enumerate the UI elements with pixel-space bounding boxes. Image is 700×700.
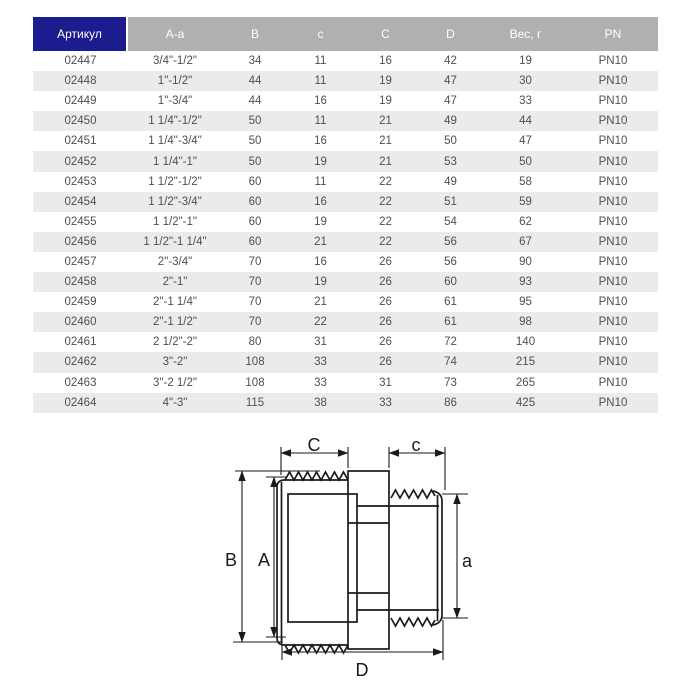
table-cell: 22 (379, 235, 392, 248)
table-row (33, 71, 658, 91)
table-cell: 49 (444, 115, 457, 128)
table-cell: 02456 (64, 235, 97, 248)
table-cell: 47 (519, 135, 532, 148)
thread-zigzag-top-left (285, 472, 348, 480)
table-cell: 44 (248, 75, 262, 88)
table-cell: 19 (314, 155, 327, 168)
dim-label-D: D (355, 660, 369, 680)
table-cell: 51 (444, 195, 457, 208)
table-row (33, 131, 658, 151)
table-cell: 3"-2 1/2" (153, 376, 197, 389)
table-cell: 22 (379, 215, 392, 228)
table-cell: 02457 (64, 255, 97, 268)
union-fitting-diagram (180, 430, 520, 690)
column-header-weight: Вес, г (509, 27, 542, 41)
table-cell: 73 (444, 376, 457, 389)
table-cell: 19 (379, 95, 392, 108)
table-cell: 19 (314, 276, 327, 289)
table-cell: 22 (379, 195, 392, 208)
table-cell: 1"-1/2" (157, 75, 193, 88)
table-cell: 26 (379, 296, 392, 309)
table-cell: 60 (444, 276, 457, 289)
table-cell: PN10 (598, 316, 628, 329)
table-cell: 02447 (64, 55, 97, 68)
table-cell: 115 (245, 396, 265, 409)
table-cell: 02463 (64, 376, 97, 389)
table-cell: 1 1/2"-1" (153, 215, 197, 228)
table-cell: 26 (379, 316, 392, 329)
table-cell: 2"-1 1/4" (153, 296, 197, 309)
table-cell: 3"-2" (162, 356, 188, 369)
table-cell: 21 (379, 135, 392, 148)
table-cell: 50 (248, 115, 262, 128)
table-cell: 1 1/4"-1/2" (148, 115, 202, 128)
column-header-d: D (446, 27, 455, 41)
table-cell: 93 (519, 276, 532, 289)
table-cell: 26 (379, 255, 392, 268)
column-header-c-small: c (317, 27, 324, 41)
table-cell: PN10 (598, 155, 628, 168)
table-cell: 47 (444, 95, 457, 108)
column-header-article: Артикул (33, 17, 128, 51)
table-cell: 22 (314, 316, 327, 329)
table-cell: 11 (314, 75, 327, 88)
table-cell: PN10 (598, 175, 628, 188)
table-cell: 98 (519, 316, 532, 329)
table-cell: 60 (248, 215, 262, 228)
table-cell: 26 (379, 276, 392, 289)
table-cell: 425 (515, 396, 536, 409)
thread-zigzag-top-right (391, 490, 435, 498)
table-cell: 31 (379, 376, 392, 389)
table-cell: 02454 (64, 195, 97, 208)
table-row (33, 91, 658, 111)
table-cell: PN10 (598, 255, 628, 268)
table-row (33, 172, 658, 192)
table-cell: 02459 (64, 296, 97, 309)
table-cell: 53 (444, 155, 457, 168)
table-cell: PN10 (598, 276, 628, 289)
table-cell: 1 1/4"-1" (153, 155, 197, 168)
table-cell: 02458 (64, 276, 97, 289)
table-body (33, 51, 658, 413)
table-cell: 49 (444, 175, 457, 188)
table-cell: 60 (248, 175, 262, 188)
table-cell: 67 (519, 235, 532, 248)
table-cell: 19 (379, 75, 392, 88)
table-cell: PN10 (598, 235, 628, 248)
table-cell: 1 1/4"-3/4" (148, 135, 202, 148)
table-cell: 44 (519, 115, 532, 128)
table-row (33, 151, 658, 171)
table-row (33, 252, 658, 272)
dim-label-a: a (461, 551, 473, 571)
table-cell: PN10 (598, 336, 628, 349)
table-cell: 108 (245, 376, 265, 389)
table-cell: 50 (519, 155, 532, 168)
table-cell: 16 (314, 95, 327, 108)
table-cell: 95 (519, 296, 532, 309)
table-cell: PN10 (598, 356, 628, 369)
table-cell: 50 (444, 135, 457, 148)
table-cell: PN10 (598, 95, 628, 108)
table-cell: 02462 (64, 356, 97, 369)
table-cell: 140 (515, 336, 536, 349)
table-cell: 54 (444, 215, 457, 228)
table-cell: 02464 (64, 396, 97, 409)
table-cell: 47 (444, 75, 457, 88)
column-header-pn: PN (604, 27, 622, 41)
table-row (33, 51, 658, 71)
table-cell: 70 (248, 296, 262, 309)
table-cell: 16 (314, 255, 327, 268)
table-cell: 60 (248, 235, 262, 248)
table-row (33, 272, 658, 292)
table-row (33, 192, 658, 212)
table-cell: 4"-3" (162, 396, 188, 409)
table-cell: 21 (379, 155, 392, 168)
table-cell: 59 (519, 195, 532, 208)
table-cell: 02448 (64, 75, 97, 88)
table-cell: 58 (519, 175, 532, 188)
table-cell: 30 (519, 75, 532, 88)
table-cell: PN10 (598, 215, 628, 228)
table-cell: 11 (314, 115, 327, 128)
table-cell: 60 (248, 195, 262, 208)
table-cell: 44 (248, 95, 262, 108)
table-cell: 56 (444, 255, 457, 268)
table-cell: 11 (314, 55, 327, 68)
column-header-a-a: A-a (165, 27, 185, 41)
table-cell: 26 (379, 356, 392, 369)
table-cell: PN10 (598, 195, 628, 208)
dim-label-B: B (224, 550, 238, 570)
table-cell: 38 (314, 396, 327, 409)
table-cell: 61 (444, 296, 457, 309)
column-header-c-big: C (381, 27, 390, 41)
dim-label-A: A (257, 550, 271, 570)
table-cell: 70 (248, 255, 262, 268)
table-cell: 19 (519, 55, 532, 68)
dim-label-c: c (411, 435, 421, 455)
table-cell: 50 (248, 155, 262, 168)
table-row (33, 232, 658, 252)
table-cell: 62 (519, 215, 532, 228)
table-cell: 2"-1" (162, 276, 188, 289)
table-cell: 02452 (64, 155, 97, 168)
table-cell: 16 (379, 55, 392, 68)
table-cell: 02453 (64, 175, 97, 188)
table-cell: 33 (314, 376, 327, 389)
table-cell: PN10 (598, 55, 628, 68)
table-cell: 21 (379, 115, 392, 128)
column-header-b: B (250, 27, 259, 41)
table-cell: 33 (314, 356, 327, 369)
table-cell: 33 (519, 95, 532, 108)
fittings-spec-table (33, 17, 658, 413)
table-cell: 19 (314, 215, 327, 228)
table-cell: PN10 (598, 376, 628, 389)
table-cell: 1 1/2"-1 1/4" (143, 235, 207, 248)
table-cell: 02461 (64, 336, 97, 349)
table-cell: 16 (314, 195, 327, 208)
table-cell: 108 (245, 356, 265, 369)
table-cell: 33 (379, 396, 392, 409)
table-cell: 11 (314, 175, 327, 188)
table-cell: PN10 (598, 135, 628, 148)
table-cell: 26 (379, 336, 392, 349)
table-cell: 2 1/2"-2" (153, 336, 197, 349)
table-cell: 02451 (64, 135, 97, 148)
table-cell: 70 (248, 276, 262, 289)
table-cell: 61 (444, 316, 457, 329)
table-cell: 265 (515, 376, 536, 389)
table-cell: 90 (519, 255, 532, 268)
table-cell: 1"-3/4" (157, 95, 193, 108)
table-cell: PN10 (598, 75, 628, 88)
table-row (33, 393, 658, 413)
table-cell: PN10 (598, 115, 628, 128)
table-cell: 02450 (64, 115, 97, 128)
table-row (33, 373, 658, 393)
thread-zigzag-bottom-right (391, 618, 435, 626)
table-cell: 215 (515, 356, 536, 369)
table-row (33, 352, 658, 372)
table-cell: 74 (444, 356, 457, 369)
table-cell: PN10 (598, 296, 628, 309)
table-row (33, 292, 658, 312)
table-cell: 22 (379, 175, 392, 188)
table-cell: 02460 (64, 316, 97, 329)
fitting-body-outline (277, 471, 442, 653)
table-cell: 2"-1 1/2" (153, 316, 197, 329)
table-cell: 21 (314, 235, 327, 248)
table-row (33, 212, 658, 232)
table-cell: 16 (314, 135, 327, 148)
table-cell: 56 (444, 235, 457, 248)
table-cell: 72 (444, 336, 457, 349)
table-cell: 42 (444, 55, 457, 68)
table-cell: PN10 (598, 396, 628, 409)
table-cell: 02449 (64, 95, 97, 108)
table-row (33, 312, 658, 332)
table-cell: 50 (248, 135, 262, 148)
table-cell: 86 (444, 396, 457, 409)
table-cell: 70 (248, 316, 262, 329)
table-row (33, 332, 658, 352)
table-cell: 34 (248, 55, 262, 68)
table-header-row (33, 17, 658, 51)
table-cell: 1 1/2"-1/2" (148, 175, 202, 188)
table-cell: 1 1/2"-3/4" (148, 195, 202, 208)
table-cell: 80 (248, 336, 262, 349)
table-cell: 21 (314, 296, 327, 309)
table-cell: 3/4"-1/2" (153, 55, 197, 68)
table-cell: 02455 (64, 215, 97, 228)
table-row (33, 111, 658, 131)
dim-label-C: C (307, 435, 321, 455)
table-cell: 2"-3/4" (157, 255, 193, 268)
table-cell: 31 (314, 336, 327, 349)
